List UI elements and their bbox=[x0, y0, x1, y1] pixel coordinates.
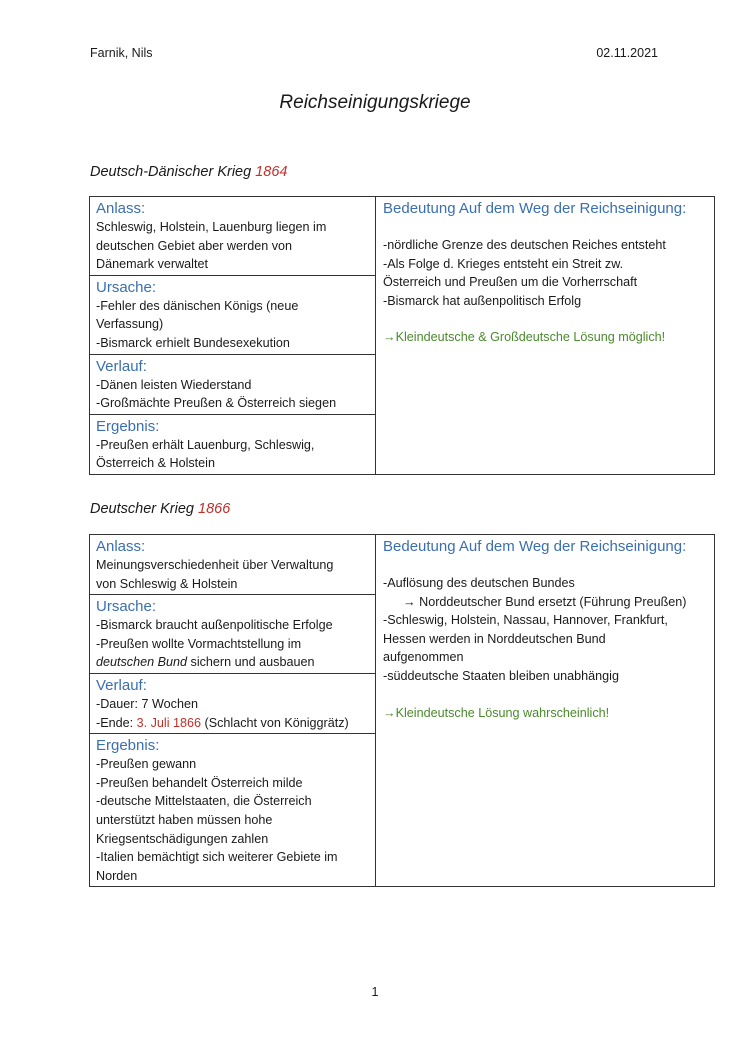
s1-verlauf-heading: Verlauf: bbox=[96, 357, 147, 375]
s2-ergebnis-line: Norden bbox=[96, 868, 138, 883]
s1-anlass-cell bbox=[90, 197, 376, 276]
s2-bedeutung-conclusion: →Kleindeutsche Lösung wahrscheinlich! bbox=[383, 705, 610, 720]
s2-anlass-heading: Anlass: bbox=[96, 538, 146, 555]
section1-title-text: Deutsch-Dänischer Krieg bbox=[90, 164, 252, 180]
s2-anlass-line: von Schleswig & Holstein bbox=[96, 576, 238, 591]
s2-verlauf-cell bbox=[90, 673, 376, 733]
s1-bedeutung-conclusion: →Kleindeutsche & Großdeutsche Lösung möglich! bbox=[383, 330, 666, 345]
s2-ergebnis-heading: Ergebnis: bbox=[96, 737, 160, 755]
s2-bedeutung-line: Hessen werden in Norddeutschen Bund bbox=[383, 631, 606, 646]
s2-verlauf-line: -Dauer: 7 Wochen bbox=[96, 696, 198, 711]
s2-anlass-cell bbox=[90, 535, 376, 595]
page-title: Reichseinigungskriege bbox=[279, 92, 471, 113]
s1-ergebnis-cell bbox=[90, 414, 376, 474]
s2-ursache-heading: Ursache: bbox=[96, 598, 157, 616]
s2-bedeutung-line: aufgenommen bbox=[383, 650, 464, 665]
s1-anlass-line: deutschen Gebiet aber werden von bbox=[96, 238, 293, 253]
page-number: 1 bbox=[371, 985, 379, 999]
s2-verlauf-line bbox=[96, 714, 369, 733]
s1-bedeutung-line: -Als Folge d. Krieges entsteht ein Streit zw. bbox=[383, 256, 624, 271]
s1-ergebnis-line: Österreich & Holstein bbox=[96, 456, 215, 471]
s2-bedeutung-heading: Bedeutung Auf dem Weg der Reichseinigung: bbox=[383, 538, 687, 555]
s1-verlauf-cell bbox=[90, 354, 376, 414]
s2-verlauf-suffix: (Schlacht von Königgrätz) bbox=[201, 715, 349, 730]
s1-bedeutung-cell bbox=[376, 197, 715, 475]
s1-verlauf-line: -Dänen leisten Wiederstand bbox=[96, 377, 252, 392]
s2-anlass-line: Meinungsverschiedenheit über Verwaltung bbox=[96, 558, 334, 572]
s1-anlass-line: Schleswig, Holstein, Lauenburg liegen im bbox=[96, 220, 327, 234]
s2-ergebnis-line: -Preußen gewann bbox=[96, 757, 197, 772]
s2-verlauf-prefix: -Ende: bbox=[96, 715, 137, 730]
s2-ergebnis-line: unterstützt haben müssen hohe bbox=[96, 812, 273, 827]
s2-bedeutung-line: -Schleswig, Holstein, Nassau, Hannover, Frankfurt, bbox=[383, 613, 668, 628]
s2-ergebnis-line: -Italien bemächtigt sich weiterer Gebiete im bbox=[96, 850, 338, 865]
s1-bedeutung-line: Österreich und Preußen um die Vorherrschaft bbox=[383, 275, 638, 290]
section2-year: 1866 bbox=[198, 501, 231, 517]
header-date: 02.11.2021 bbox=[596, 46, 658, 60]
section2-title-text: Deutscher Krieg bbox=[90, 501, 194, 517]
s2-bedeutung-line: -Auflösung des deutschen Bundes bbox=[383, 576, 575, 590]
s1-ursache-line: -Bismarck erhielt Bundesexekution bbox=[96, 335, 290, 350]
section1-table bbox=[89, 196, 715, 475]
s2-bedeutung-arrow-line: → Norddeutscher Bund ersetzt (Führung Preußen) bbox=[403, 594, 687, 609]
s2-ursache-line: -Bismarck braucht außenpolitische Erfolge bbox=[96, 618, 333, 633]
s2-ergebnis-line: -deutsche Mittelstaaten, die Österreich bbox=[96, 794, 312, 809]
s1-anlass-heading: Anlass: bbox=[96, 200, 146, 217]
s2-ursache-line: -Preußen wollte Vormachtstellung im bbox=[96, 636, 302, 651]
s2-bedeutung-line: -süddeutsche Staaten bleiben unabhängig bbox=[383, 668, 619, 683]
section1-title bbox=[90, 164, 287, 180]
section2-table bbox=[89, 534, 715, 887]
s1-ursache-line: -Fehler des dänischen Königs (neue bbox=[96, 298, 299, 313]
section1-year: 1864 bbox=[255, 164, 288, 180]
s1-ergebnis-line: -Preußen erhält Lauenburg, Schleswig, bbox=[96, 437, 315, 452]
s2-ergebnis-cell bbox=[90, 734, 376, 887]
s2-ergebnis-line: Kriegsentschädigungen zahlen bbox=[96, 831, 269, 846]
s2-ursache-line bbox=[96, 653, 369, 672]
s2-ergebnis-line: -Preußen behandelt Österreich milde bbox=[96, 775, 303, 790]
s1-verlauf-line: -Großmächte Preußen & Österreich siegen bbox=[96, 396, 337, 411]
s1-ursache-cell bbox=[90, 275, 376, 354]
section2-title bbox=[90, 501, 230, 517]
s1-ursache-heading: Ursache: bbox=[96, 278, 157, 296]
s1-ursache-line: Verfassung) bbox=[96, 317, 164, 332]
s2-bedeutung-cell bbox=[376, 535, 715, 887]
s1-bedeutung-heading: Bedeutung Auf dem Weg der Reichseinigung: bbox=[383, 200, 687, 217]
s1-bedeutung-line: -nördliche Grenze des deutschen Reiches entsteht bbox=[383, 238, 666, 252]
s2-ursache-cell bbox=[90, 595, 376, 674]
s1-ergebnis-heading: Ergebnis: bbox=[96, 417, 160, 435]
s2-verlauf-heading: Verlauf: bbox=[96, 676, 147, 694]
s2-verlauf-date: 3. Juli 1866 bbox=[136, 715, 202, 730]
s1-bedeutung-line: -Bismarck hat außenpolitisch Erfolg bbox=[383, 293, 582, 308]
s2-ursache-italic: deutschen Bund bbox=[96, 655, 188, 670]
header-author: Farnik, Nils bbox=[90, 46, 153, 60]
s2-ursache-rest: sichern und ausbauen bbox=[187, 655, 315, 670]
s1-anlass-line: Dänemark verwaltet bbox=[96, 257, 208, 272]
